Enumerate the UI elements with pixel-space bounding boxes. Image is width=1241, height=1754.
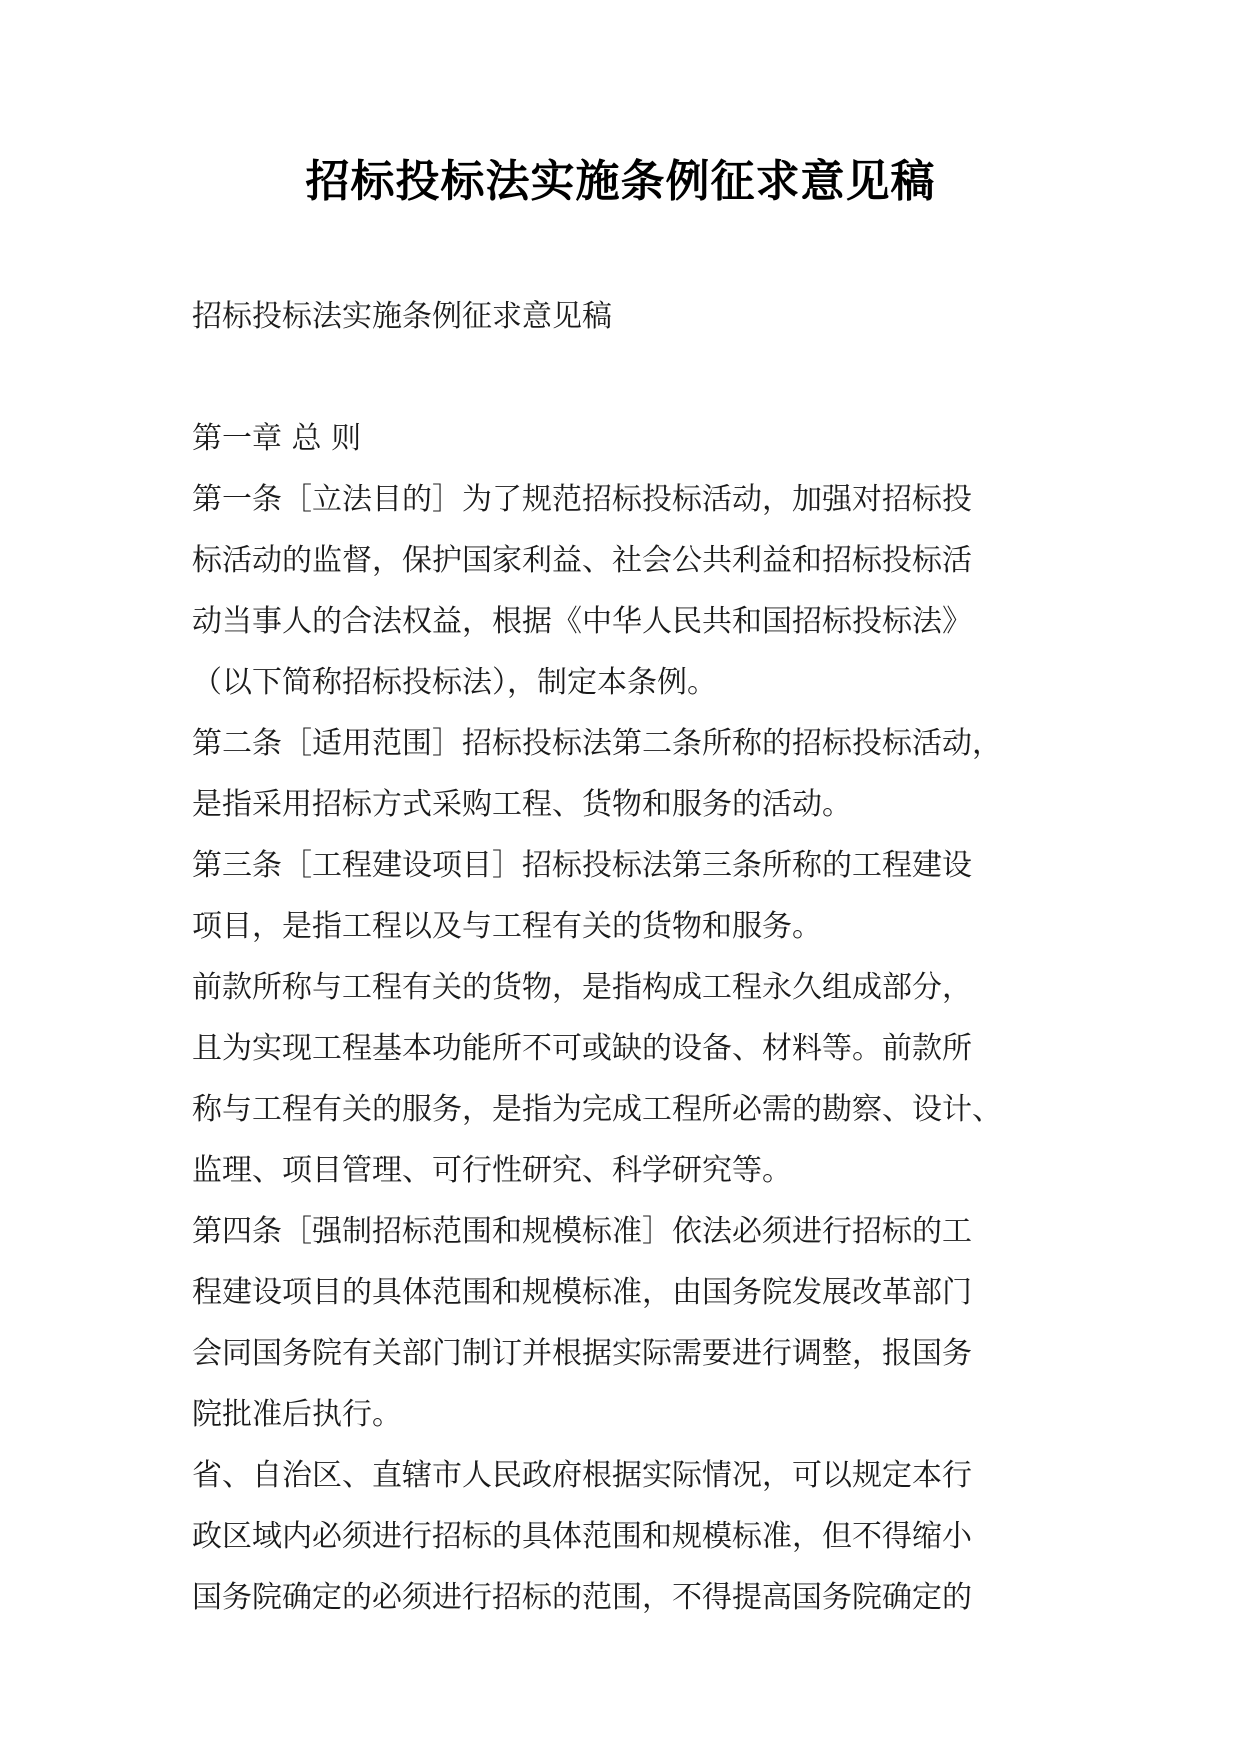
body-line: 省、自治区、直辖市人民政府根据实际情况，可以规定本行 <box>192 1458 972 1493</box>
body-line: 院批准后执行。 <box>192 1397 402 1432</box>
chapter-heading: 第一章 总 则 <box>192 421 362 456</box>
body-line: 项目，是指工程以及与工程有关的货物和服务。 <box>192 909 822 944</box>
body-line: 程建设项目的具体范围和规模标准，由国务院发展改革部门 <box>192 1275 972 1310</box>
body-line: 标活动的监督，保护国家利益、社会公共利益和招标投标活 <box>192 543 972 578</box>
body-line: 第一条［立法目的］为了规范招标投标活动，加强对招标投 <box>192 482 972 517</box>
document-subtitle: 招标投标法实施条例征求意见稿 <box>192 299 612 334</box>
body-line: 政区域内必须进行招标的具体范围和规模标准，但不得缩小 <box>192 1519 972 1554</box>
body-line: 称与工程有关的服务，是指为完成工程所必需的勘察、设计、 <box>192 1092 1002 1127</box>
body-line: 会同国务院有关部门制订并根据实际需要进行调整，报国务 <box>192 1336 972 1371</box>
body-line: 第三条［工程建设项目］招标投标法第三条所称的工程建设 <box>192 848 972 883</box>
body-line: 第二条［适用范围］招标投标法第二条所称的招标投标活动， <box>192 726 1002 761</box>
body-line: 动当事人的合法权益，根据《中华人民共和国招标投标法》 <box>192 604 972 639</box>
body-line: 前款所称与工程有关的货物，是指构成工程永久组成部分， <box>192 970 972 1005</box>
document-body <box>192 286 1054 1628</box>
body-line: 且为实现工程基本功能所不可或缺的设备、材料等。前款所 <box>192 1031 972 1066</box>
body-line: 国务院确定的必须进行招标的范围，不得提高国务院确定的 <box>192 1580 972 1615</box>
body-line: （以下简称招标投标法），制定本条例。 <box>192 665 717 700</box>
body-line: 第四条［强制招标范围和规模标准］依法必须进行招标的工 <box>192 1214 972 1249</box>
document-title: 招标投标法实施条例征求意见稿 <box>305 156 936 207</box>
body-line: 监理、项目管理、可行性研究、科学研究等。 <box>192 1153 792 1188</box>
body-line: 是指采用招标方式采购工程、货物和服务的活动。 <box>192 787 852 822</box>
